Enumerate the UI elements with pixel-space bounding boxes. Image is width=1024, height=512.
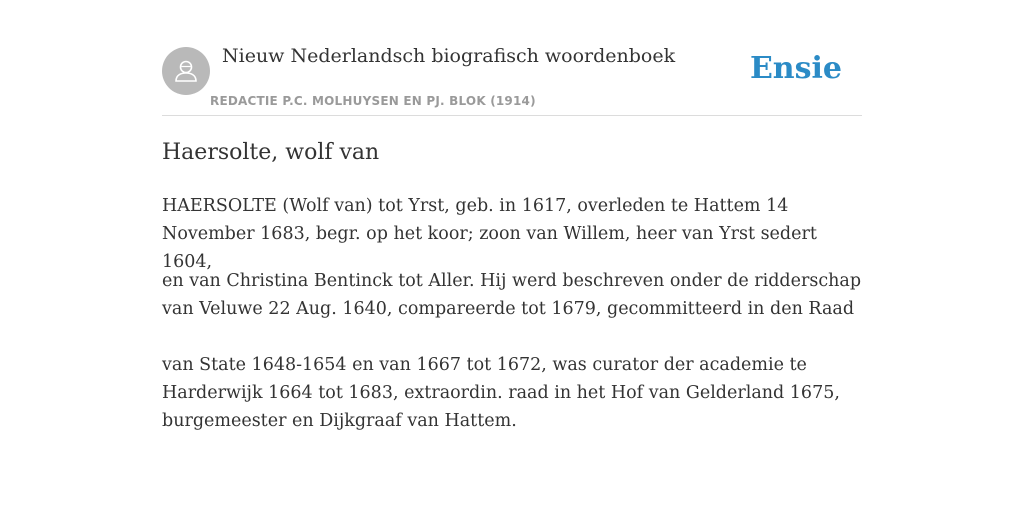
avatar[interactable] [162, 47, 210, 95]
book-title[interactable]: Nieuw Nederlandsch biografisch woordenboek [222, 45, 676, 67]
editors-line: REDACTIE P.C. MOLHUYSEN EN PJ. BLOK (1914) [210, 94, 536, 108]
entry-paragraph: van State 1648-1654 en van 1667 tot 1672, was curator der academie te Harderwijk 1664 tot 1683, extraordin. raad in het Hof van Gelderland 1675, burgemeester en Dijkgraaf van Hattem. [162, 355, 840, 431]
user-icon [172, 57, 200, 85]
entry-paragraph: en van Christina Bentinck tot Aller. Hij werd beschreven onder de ridderschap van Veluwe 22 Aug. 1640, compareerde tot 1679, gecommitteerd in den Raad [162, 271, 862, 319]
entry-paragraph: HAERSOLTE (Wolf van) tot Yrst, geb. in 1617, overleden te Hattem 14 November 1683, begr. op het koor; zoon van Willem, heer van Yrst sedert 1604, [162, 196, 817, 272]
entry-title: Haersolte, wolf van [162, 140, 380, 165]
ensie-logo[interactable]: Ensie [749, 51, 842, 86]
source-header [162, 40, 862, 116]
